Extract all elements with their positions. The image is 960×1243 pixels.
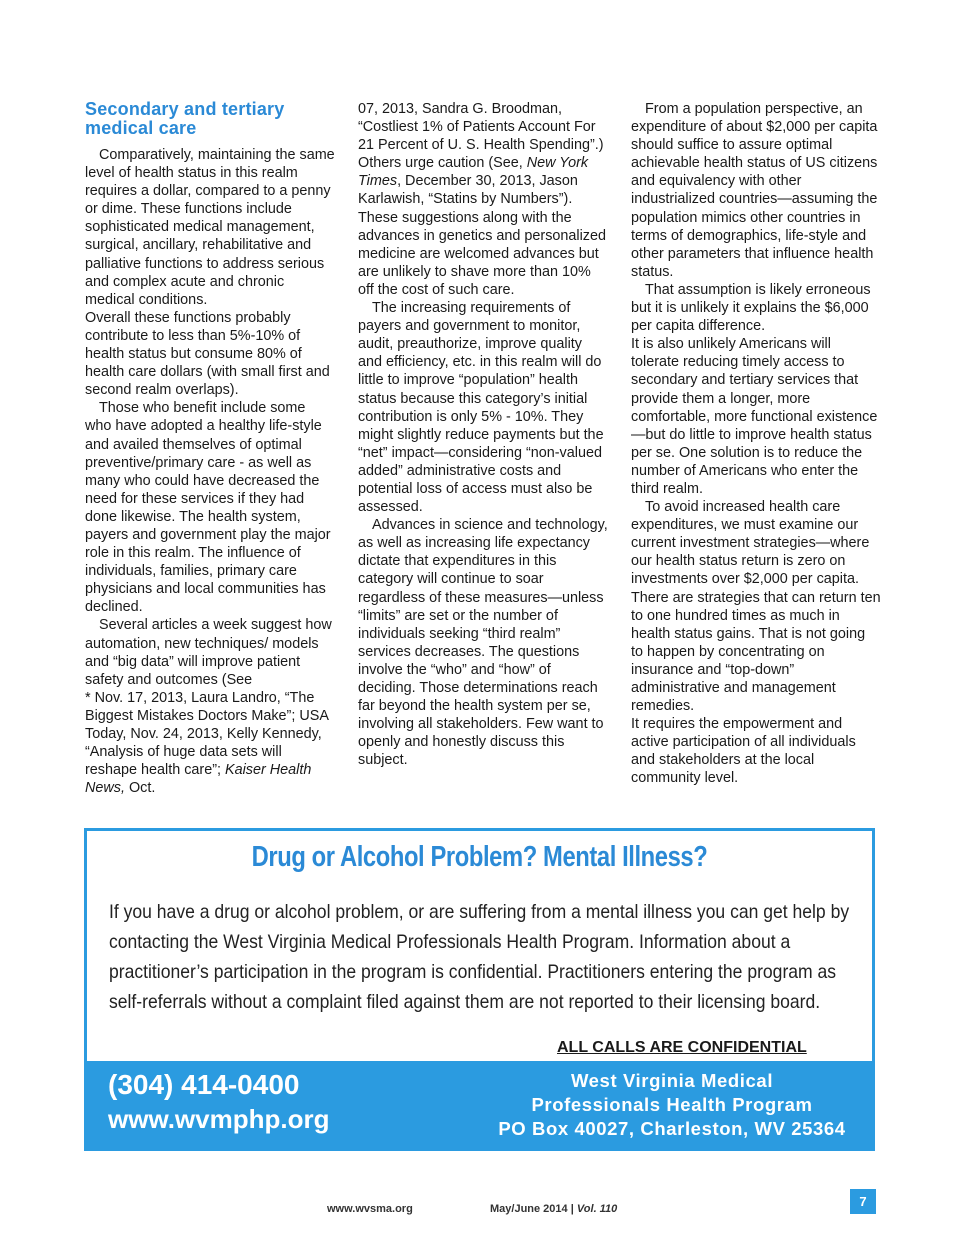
ad-confidential-notice: ALL CALLS ARE CONFIDENTIAL bbox=[557, 1039, 807, 1056]
ad-org-address: PO Box 40027, Charleston, WV 25364 bbox=[498, 1118, 846, 1139]
citation bbox=[85, 689, 335, 798]
ad-org-name: Professionals Health Program bbox=[531, 1094, 813, 1115]
section-heading: Secondary and tertiary medical care bbox=[85, 99, 285, 138]
ad-body: If you have a drug or alcohol problem, or are suffering from a mental illness you can get help by contacting the West Virginia Medical Professionals Health Program. Information about a practitioner’s participation in the program is confidential. Practitioners entering the program as self-referrals without a complaint filed against them are not reported to their licensing board. bbox=[109, 901, 850, 1013]
paragraph: To avoid increased health care expenditures, we must examine our current investment strategies—where our health status return is zero on investments over $2,000 per capita. There are strategies that can return ten to one hundred times as much in health status gains. That is not going to happen by concentrating on insurance and “top-down” administrative and management remedies. bbox=[631, 499, 881, 715]
footer-website[interactable]: www.wvsma.org bbox=[327, 1203, 413, 1215]
paragraph: It requires the empowerment and active participation of all individuals and stakeholders at the local community level. bbox=[631, 716, 856, 787]
citation-text: * Nov. 17, 2013, Laura Landro, “The Biggest Mistakes Doctors Make”; USA Today, Nov. 24, 2013, Kelly Kennedy, “Analysis of huge data sets will reshape health care”; bbox=[85, 689, 329, 779]
paragraph-text: Several articles a week suggest how automation, new techniques/ models and “big data” will improve patient safety and outcomes (See bbox=[85, 617, 332, 688]
paragraph: Advances in science and technology, as well as increasing life expectancy dictate that expenditures in this category will continue to soar regardless of these measures—unless “limits” are set or the number of individuals seeking “third realm” services decreases. The questions involve the “who” and “how” of deciding. Those determinations reach far beyond the health system per se, involving all stakeholders. Few want to openly and honestly discuss this subject. bbox=[358, 517, 608, 769]
article-column-2 bbox=[358, 100, 608, 769]
article-column-3 bbox=[631, 100, 881, 788]
paragraph: From a population perspective, an expenditure of about $2,000 per capita should suffice to assure optimal achievable health status of US citizens and equivalency with other industrialized countries—assuming the population mimics other countries in terms of demographics, life-style and other parameters that influence health status. bbox=[631, 101, 878, 280]
citation-tail: Oct. bbox=[124, 780, 156, 797]
citation-source: New York Times bbox=[358, 155, 589, 190]
paragraph: Those who benefit include some who have adopted a healthy life-style and availed themselves of optimal preventive/primary care - as well as many who could have decreased the need for these services if they had done likewise. The health system, payers and government play the major role in this realm. The influence of individuals, families, primary care physicians and local communities has declined. bbox=[85, 400, 331, 616]
paragraph: Overall these functions probably contribute to less than 5%-10% of health status but consume 80% of health care dollars (with small first and second realm overlaps). bbox=[85, 309, 330, 399]
paragraph: Comparatively, maintaining the same level of health status in this realm requires a dollar, compared to a penny or dime. These functions include sophisticated medical management, surgical, ancillary, rehabilitative and palliative functions to address serious and complex acute and chronic medical conditions. bbox=[85, 147, 335, 308]
ad-org-name: West Virginia Medical bbox=[570, 1070, 774, 1091]
footer-volume: Vol. 110 bbox=[576, 1203, 618, 1215]
footer-issue bbox=[490, 1203, 617, 1215]
paragraph-text: 07, 2013, Sandra G. Broodman, “Costliest 1% of Patients Account For 21 Percent of U. S. Health Spending”.) Others urge caution (See, bbox=[358, 101, 604, 172]
paragraph bbox=[358, 100, 608, 299]
ad-contact-band bbox=[87, 1061, 872, 1148]
ad-phone-number[interactable]: (304) 414-0400 bbox=[108, 1069, 300, 1100]
paragraph-text: , December 30, 2013, Jason Karlawish, “Statins by Numbers”). These suggestions along with the advances in genetics and personalized medicine are welcomed advances but are unlikely to shave more than 10% off the cost of such care. bbox=[358, 173, 607, 298]
article-column-1 bbox=[85, 100, 335, 797]
ad-website-link[interactable]: www.wvmphp.org bbox=[108, 1104, 330, 1134]
citation-source: Kaiser Health News, bbox=[85, 762, 312, 797]
paragraph bbox=[85, 616, 335, 688]
ad-title: Drug or Alcohol Problem? Mental Illness? bbox=[251, 841, 708, 873]
footer-issue-date: May/June 2014 | bbox=[490, 1203, 577, 1215]
paragraph: It is also unlikely Americans will tolerate reducing timely access to secondary and tertiary services that provide them a longer, more comfortable, more functional existence—but do little to improve health status per se. One solution is to reduce the number of Americans who enter the third realm. bbox=[631, 336, 878, 497]
wvmphp-advertisement bbox=[84, 828, 875, 1151]
paragraph: The increasing requirements of payers and government to monitor, audit, preauthorize, improve quality and efficiency, etc. in this realm will do little to improve “population” health status because this category’s initial contribution is only 5% - 10%. They might slightly reduce payments but the “net” impact—considering “non-valued added” administrative costs and potential loss of access must also be assessed. bbox=[358, 300, 604, 516]
ad-organization bbox=[482, 1069, 862, 1141]
paragraph: That assumption is likely erroneous but it is unlikely it explains the $6,000 per capita difference. bbox=[631, 281, 871, 335]
page-number: 7 bbox=[850, 1189, 876, 1214]
